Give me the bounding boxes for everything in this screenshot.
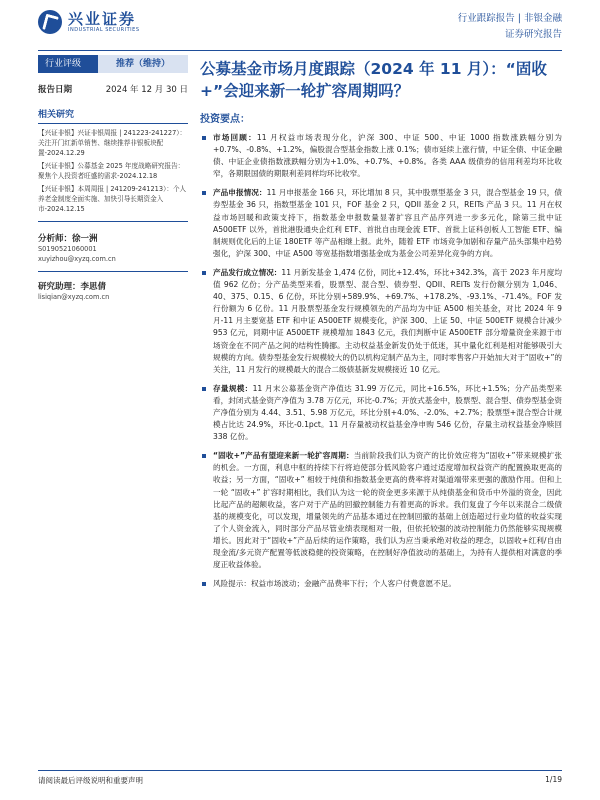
- risk-warning: [200, 578, 562, 590]
- header-meta: 行业跟踪报告 | 非银金融 证券研究报告: [457, 13, 562, 40]
- key-point-body: 11 月权益市场表现分化，沪深 300、中证 500、中证 1000 指数涨跌幅分别为+0.7%、-0.8%、+1.2%，偏股混合型基金指数上涨 0.1%；债市延续上涨行情，中证全债、中证金融债、中证企业债指数涨跌幅分别为+1.0%、+0.7%、+0.8%。各类 AAA 级债券的信用利差均环比收窄，各期限国债的期限利差同样均环比收窄。: [213, 133, 563, 179]
- logo-icon: [38, 10, 62, 34]
- risk-warning-body: 风险提示：权益市场波动；金融产品费率下行；个人客户付费意愿不足。: [213, 579, 456, 589]
- analyst-email[interactable]: xuyizhou@xyzq.com.cn: [38, 255, 116, 263]
- report-date-value: 2024 年 12 月 30 日: [105, 85, 188, 95]
- key-points-heading: 投资要点：: [200, 114, 250, 125]
- key-point-body: 当前阶段我们认为资产的比价效应将为“固收+”带来规模扩张的机会。一方面，利息中枢的持续下行将迫使部分低风险客户通过适度增加权益资产的配置换取更高的收益；另一方面，“固收+” 相较于纯债和指数基金更高的费率将对渠道端带来更强的激励作用。但和上一轮 “固收+” 扩容时期相比，我们认为这一轮的资金更多来源于从纯债基金和货币中外溢的资金，因此比起产品的超额收益，客户对于产品的回撤控制能力有着更高的诉求。我们复盘了今年以来混合二级债基的规模变化，可以发现，增量领先的产品基本通过在控制回撤的基础上创造超过行业均值的收益实现了个人资金流入，同时部分产品尽管业绩表现相对一般，但依托较强的波动控制能力仍然能够实现规模增长。因此对于“固收+”产品后续的运作策略，我们认为应当秉承绝对收益的理念，以固收+红利/自由现金流/多元资产配置等低波稳健的投资策略，在控制好净值波动的基础上，为持有人提供相对满意的季度正收益体验。: [213, 451, 563, 570]
- report-date-label: 报告日期: [38, 85, 73, 95]
- logo: [38, 10, 140, 34]
- analyst-block: [38, 221, 188, 302]
- related-research-heading: 相关研究: [38, 107, 188, 124]
- rating-value: 推荐（维持）: [98, 55, 188, 73]
- analyst-name: 分析师：徐一洲: [38, 221, 188, 244]
- key-point: [200, 132, 562, 180]
- key-point-heading: 市场回顾：: [213, 133, 257, 142]
- key-point: [200, 450, 562, 571]
- report-title: 公募基金市场月度跟踪（2024 年 11 月）：“固收+”会迎来新一轮扩容周期吗？: [200, 60, 547, 100]
- related-research-list: [38, 128, 188, 214]
- report-type: 行业跟踪报告: [457, 13, 515, 24]
- report-date-row: [38, 83, 188, 95]
- report-series: 证券研究报告: [504, 29, 562, 40]
- key-point-body: 11 月申报基金 166 只，环比增加 8 只，其中股票型基金 3 只，混合型基金 19 只，债券型基金 36 只，指数型基金 101 只，FOF 基金 2 只，QDII 基金 2 只，REITs 产品 3 只。11 月在权益市场回暖和政策支持下，指数基金申报数量显著扩容且产品序列进一步多元化，除第三批中证 A500ETF 以外，首批港股通央企红利 ETF、首批自由现金流 ETF、首批上证科创板人工智能 ETF、编制规则优化后的上证 180ETF 等产品相继上报。此外，随着 ETF 市场竞争加剧和存量产品头部集中趋势强化，沪深 300、中证 A500 等宽基指数增强基金成为基金公司差异化竞争的方向。: [213, 188, 562, 258]
- sidebar: [38, 55, 188, 302]
- rating-bar: [38, 55, 188, 73]
- rating-label: 行业评级: [38, 55, 98, 73]
- main-content: [200, 58, 562, 590]
- header-divider: [38, 50, 562, 51]
- key-points-list: [200, 132, 562, 590]
- assistant-email[interactable]: lisiqian@xyzq.com.cn: [38, 293, 110, 301]
- footer-disclaimer[interactable]: 请阅读最后评级说明和重要声明: [38, 776, 143, 785]
- key-point-heading: 产品发行成立情况：: [213, 267, 282, 277]
- analyst-id: S0190521060001: [38, 245, 97, 253]
- assistant-name: 研究助理：李思倩: [38, 271, 188, 292]
- key-point: [200, 383, 562, 443]
- related-research-item[interactable]: 【兴证非银】公募基金 2025 年度战略研究报告：聚焦个人投资者旺盛的需求-2024.12.18: [38, 162, 185, 180]
- key-point-body: 11 月末公募基金资产净值达 31.99 万亿元，同比+16.5%，环比+1.5%；分产品类型来看，封闭式基金资产净值为 3.78 万亿元，环比-0.7%；开放式基金中，股票型、混合型、债券型基金资产净值分别为 4.44、3.51、5.98 万亿元，环比分别+4.0%、-2.0%、+2.7%；股票型+混合型合计规模占比达 24.9%，环比-0.1pct。11 月存量被动权益基金净申购 546 亿份，存量主动权益基金净赎回 338 亿份。: [213, 383, 562, 442]
- related-research-item[interactable]: 【兴证非银】本周周报 | 241209-241213）：个人养老金制度全面实施、加快引导长期资金入市-2024.12.15: [38, 185, 187, 213]
- logo-name-en: INDUSTRIAL SECURITIES: [68, 26, 140, 33]
- page-footer: [38, 770, 562, 786]
- related-research-item[interactable]: 【兴证非银】兴证非银周报 | 241223-241227）：关注开门红新单销售、继续推荐非银板块配置-2024.12.29: [38, 129, 187, 157]
- logo-name-cn: 兴业证券: [68, 9, 137, 28]
- key-point-heading: “固收+”产品有望迎来新一轮扩容周期：: [213, 451, 354, 461]
- key-point: [200, 187, 562, 260]
- key-point: [200, 267, 562, 376]
- page-number: 1/19: [545, 775, 562, 784]
- report-sector: 非银金融: [523, 13, 562, 24]
- key-point-heading: 存量规模：: [213, 383, 253, 393]
- key-point-heading: 产品申报情况：: [213, 188, 267, 198]
- key-point-body: 11 月新发基金 1,474 亿份，同比+12.4%，环比+342.3%，高于 2023 年月度均值 962 亿份；分产品类型来看，股票型、混合型、债券型、QDII、REITs 发行份额分别为 1,046、40、375、0.15、6 亿份，环比分别+589.9%、+69.7%、+178.2%、-93.1%、-71.4%。FOF 发行份额为 6 亿份。11 月股票型基金发行规模领先的产品均为中证 A500 相关基金，对比 2024 年 9 月-11 月主要宽基 ETF 和中证 A500ETF 规模变化，沪深 300、上证 50、中证 500ETF 规模合计减少 953 亿元，同期中证 A500ETF 规模增加 1843 亿元，我们判断中证 A500ETF 部分增量资金来源于市场资金在不同产品之间的结构性腾挪。主动权益基金新发仍处于低迷，其中量化红利是相对能够吸引大规模的方向。债券型基金发行规模较大的仍以机构定制产品为主，同时零售客户开始加大对于“固收+”的关注，11 月发行的规模最大的混合二级债基新发规模接近 10 亿元。: [213, 267, 562, 374]
- page-header: [0, 0, 600, 50]
